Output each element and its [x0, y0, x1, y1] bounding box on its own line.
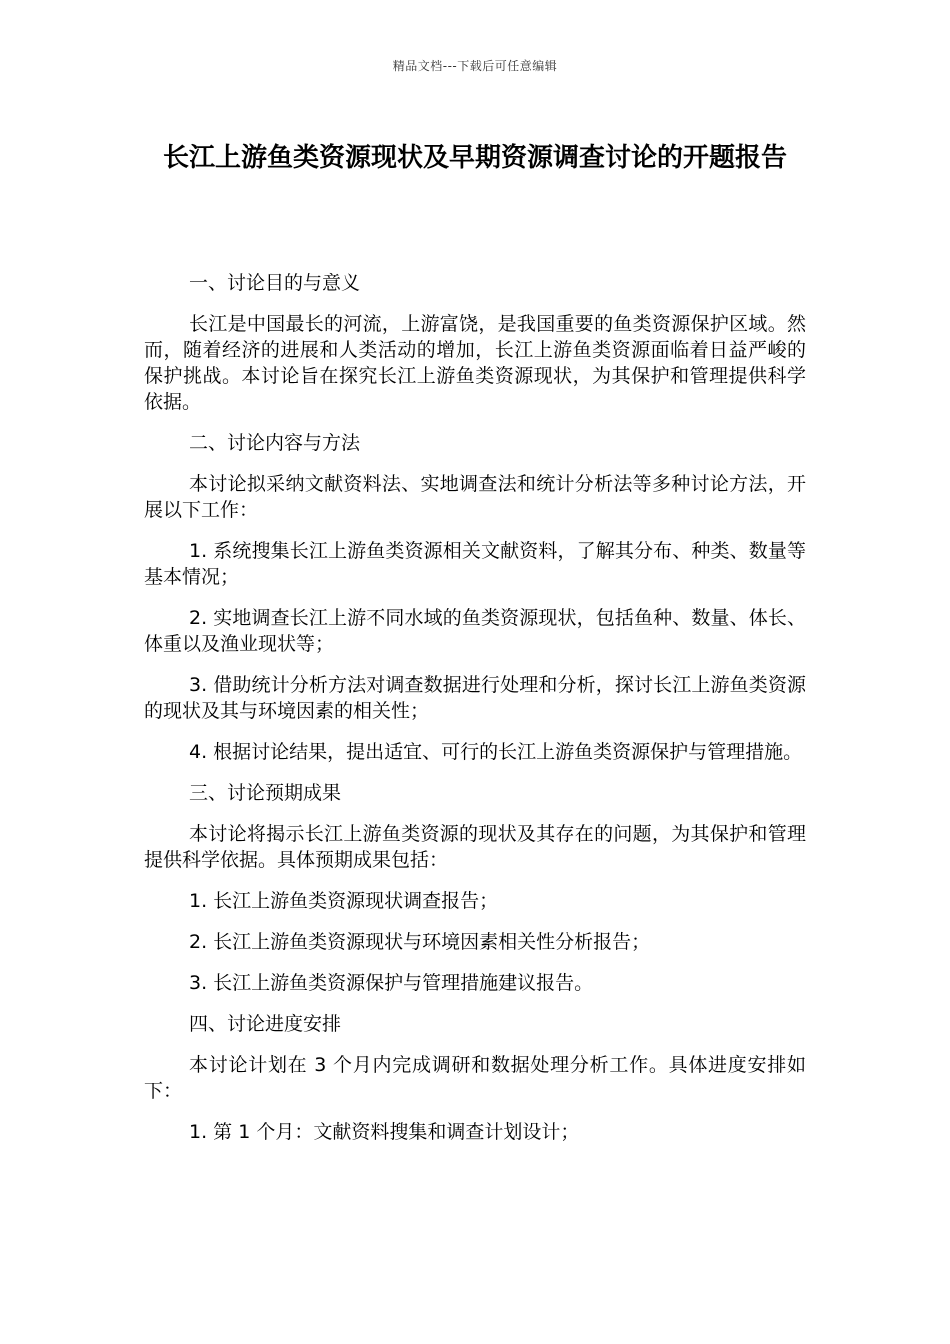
section-heading-schedule: 四、讨论进度安排 [189, 1013, 342, 1035]
paragraph-schedule: 本讨论计划在 3 个月内完成调研和数据处理分析工作。具体进度安排如下： [144, 1054, 806, 1102]
list-item-schedule-1: 1. 第 1 个月：文献资料搜集和调查计划设计； [189, 1121, 580, 1143]
list-item-method-4: 4. 根据讨论结果，提出适宜、可行的长江上游鱼类资源保护与管理措施。 [189, 741, 803, 763]
paragraph-methods-intro: 本讨论拟采纳文献资料法、实地调查法和统计分析法等多种讨论方法，开展以下工作： [144, 473, 806, 521]
paragraph-purpose: 长江是中国最长的河流，上游富饶，是我国重要的鱼类资源保护区域。然而，随着经济的进展和人类活动的增加，长江上游鱼类资源面临着日益严峻的保护挑战。本讨论旨在探究长江上游鱼类资源现状，为其保护和管理提供科学依据。 [144, 313, 806, 413]
list-item-result-2: 2. 长江上游鱼类资源现状与环境因素相关性分析报告； [189, 931, 651, 953]
page-header: 精品文档---下载后可任意编辑 [392, 59, 558, 73]
section-heading-purpose: 一、讨论目的与意义 [189, 272, 361, 294]
section-heading-expected-results: 三、讨论预期成果 [189, 782, 342, 804]
paragraph-expected-results: 本讨论将揭示长江上游鱼类资源的现状及其存在的问题，为其保护和管理提供科学依据。具体预期成果包括： [144, 823, 806, 871]
list-item-result-3: 3. 长江上游鱼类资源保护与管理措施建议报告。 [189, 972, 594, 994]
list-item-method-3: 3. 借助统计分析方法对调查数据进行处理和分析，探讨长江上游鱼类资源的现状及其与环境因素的相关性； [144, 674, 806, 722]
list-item-result-1: 1. 长江上游鱼类资源现状调查报告； [189, 890, 499, 912]
list-item-method-1: 1. 系统搜集长江上游鱼类资源相关文献资料，了解其分布、种类、数量等基本情况； [144, 540, 806, 588]
document-body [144, 270, 806, 1160]
document-title: 长江上游鱼类资源现状及早期资源调查讨论的开题报告 [162, 143, 787, 173]
section-heading-content-methods: 二、讨论内容与方法 [189, 432, 361, 454]
list-item-method-2: 2. 实地调查长江上游不同水域的鱼类资源现状，包括鱼种、数量、体长、体重以及渔业现状等； [144, 607, 806, 655]
